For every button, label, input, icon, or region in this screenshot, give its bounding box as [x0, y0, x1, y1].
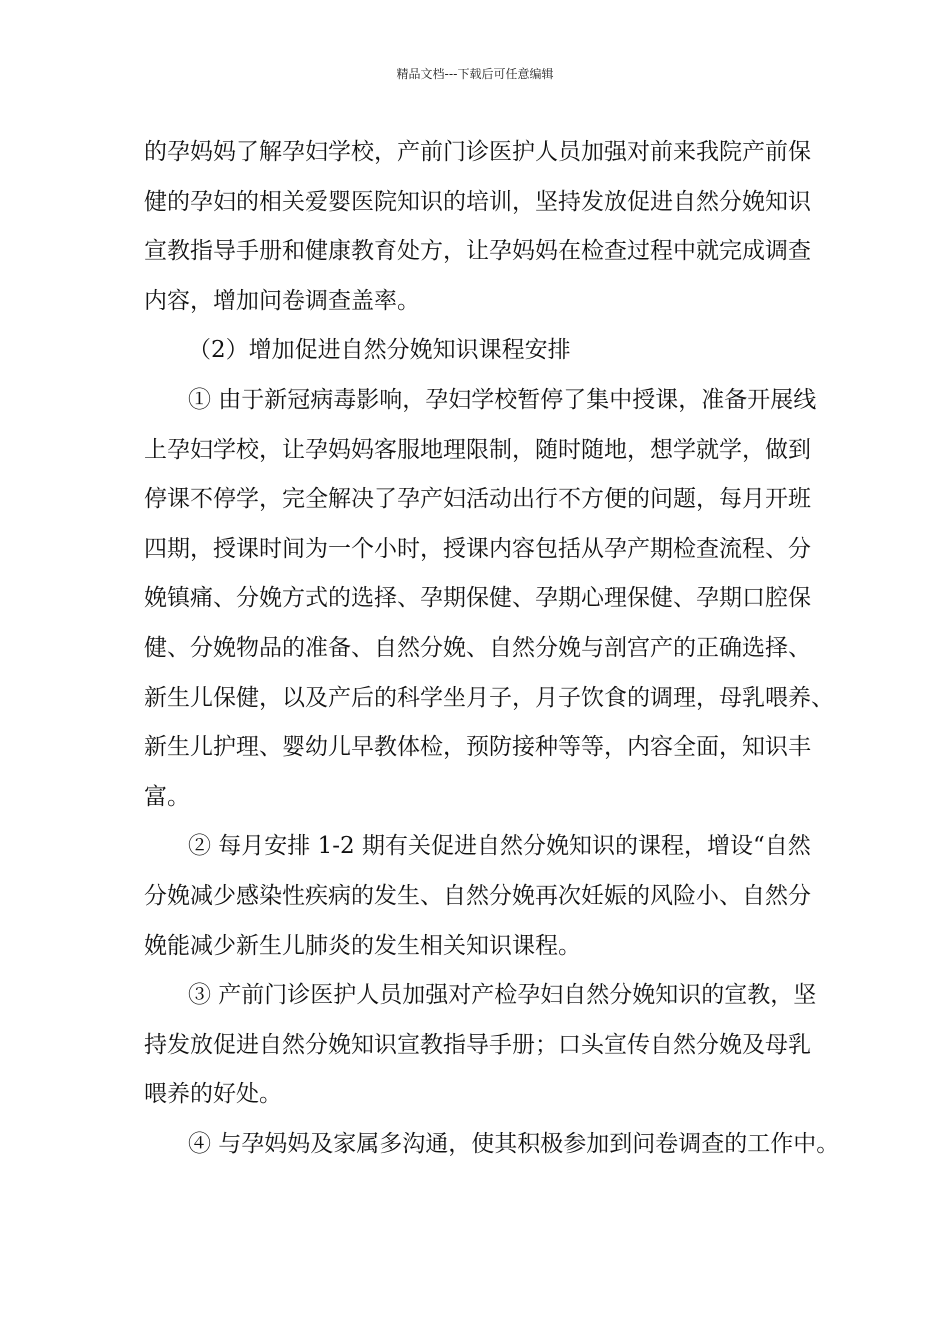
text-line: 新生儿护理、婴幼儿早教体检，预防接种等等，内容全面，知识丰 [144, 734, 811, 761]
text-line: 持发放促进自然分娩知识宣教指导手册；口头宣传自然分娩及母乳 [144, 1031, 811, 1058]
text-line: 的孕妈妈了解孕妇学校，产前门诊医护人员加强对前来我院产前保 [144, 139, 811, 165]
text-line: ③ 产前门诊医护人员加强对产检孕妇自然分娩知识的宣教，坚 [188, 982, 817, 1009]
text-line: 喂养的好处。 [144, 1081, 282, 1108]
page-header: 精品文档---下载后可任意编辑 [396, 67, 554, 81]
text-line: 富。 [144, 783, 190, 810]
text-line: 停课不停学，完全解决了孕产妇活动出行不方便的问题，每月开班 [144, 486, 811, 513]
text-line: 内容，增加问卷调查盖率。 [144, 287, 420, 314]
document-body [144, 128, 840, 1169]
text-line: 娩能减少新生儿肺炎的发生相关知识课程。 [144, 932, 581, 959]
text-line: ② 每月安排 1-2 期有关促进自然分娩知识的课程，增设“自然 [188, 833, 811, 860]
text-line: 健的孕妇的相关爱婴医院知识的培训，坚持发放促进自然分娩知识 [144, 188, 811, 215]
text-line: 健、分娩物品的准备、自然分娩、自然分娩与剖宫产的正确选择、 [144, 634, 811, 661]
text-line: 宣教指导手册和健康教育处方，让孕妈妈在检查过程中就完成调查 [144, 238, 811, 265]
text-line: 四期，授课时间为一个小时，授课内容包括从孕产期检查流程、分 [144, 535, 811, 562]
text-line: ④ 与孕妈妈及家属多沟通，使其积极参加到问卷调查的工作中。 [188, 1130, 840, 1157]
text-line: 上孕妇学校，让孕妈妈客服地理限制，随时随地，想学就学，做到 [144, 436, 811, 463]
section-heading: （2）增加促进自然分娩知识课程安排 [188, 337, 571, 364]
text-line: 分娩减少感染性疾病的发生、自然分娩再次妊娠的风险小、自然分 [144, 882, 811, 909]
text-line: 新生儿保健，以及产后的科学坐月子，月子饮食的调理，母乳喂养、 [144, 684, 834, 711]
text-line: 娩镇痛、分娩方式的选择、孕期保健、孕期心理保健、孕期口腔保 [144, 585, 811, 612]
text-line: ① 由于新冠病毒影响，孕妇学校暂停了集中授课，准备开展线 [188, 386, 817, 413]
